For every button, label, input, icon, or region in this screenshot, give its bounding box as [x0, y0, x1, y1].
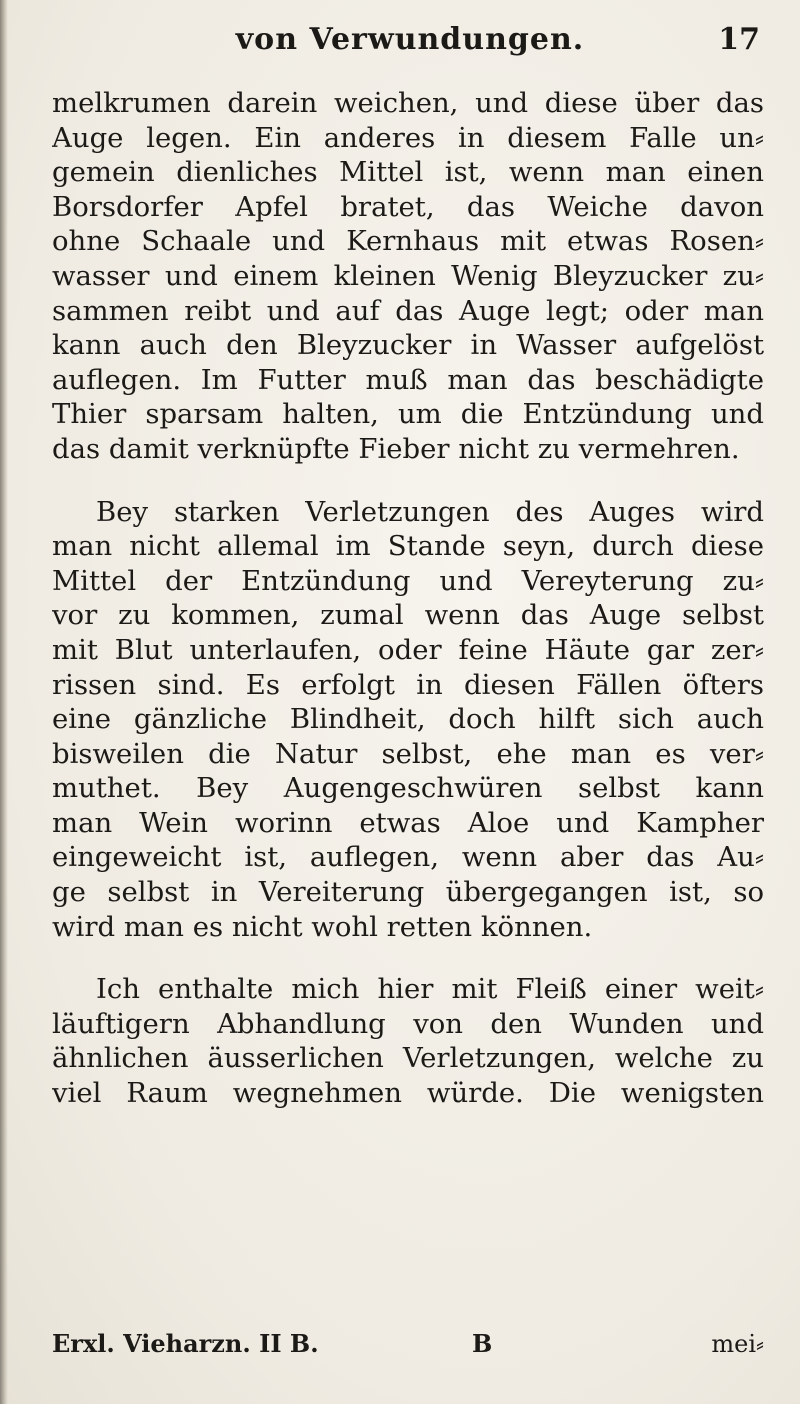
text-line: wird man es nicht wohl retten können. [52, 910, 593, 943]
text-line: bisweilen die Natur selbst, ehe man es ver⸗ [52, 737, 764, 770]
page-binding-edge [0, 0, 8, 1404]
text-line: Bey starken Verletzungen des Auges wird [96, 495, 764, 528]
paragraph-gap [52, 467, 764, 495]
text-line: gemein dienliches Mittel ist, wenn man einen [52, 156, 764, 189]
text-line: man nicht allemal im Stande seyn, durch diese [52, 530, 764, 563]
page-footer [52, 1327, 764, 1361]
text-line: eingeweicht ist, auflegen, wenn aber das Au⸗ [52, 841, 764, 874]
text-line: rissen sind. Es erfolgt in diesen Fällen öfters [52, 668, 764, 701]
body-text [52, 86, 764, 1111]
text-line: ähnlichen äusserlichen Verletzungen, welche zu [52, 1042, 764, 1075]
text-line: vor zu kommen, zumal wenn das Auge selbst [52, 599, 764, 632]
page-header [60, 14, 760, 74]
signature-mark: Erxl. Vieharzn. II B. [52, 1329, 319, 1358]
paragraph-1 [52, 86, 764, 467]
text-line: das damit verknüpfte Fieber nicht zu vermehren. [52, 432, 740, 465]
running-head: von Verwundungen. [235, 22, 585, 57]
text-line: wasser und einem kleinen Wenig Bleyzucker zu⸗ [52, 259, 764, 292]
text-line: auflegen. Im Futter muß man das beschädigte [52, 363, 764, 396]
text-line: Ich enthalte mich hier mit Fleiß einer weit⸗ [96, 973, 764, 1006]
catchword: mei⸗ [711, 1330, 764, 1358]
text-line: eine gänzliche Blindheit, doch hilft sich auch [52, 703, 764, 736]
paragraph-gap [52, 944, 764, 972]
text-line: muthet. Bey Augengeschwüren selbst kann [52, 772, 764, 805]
text-line: man Wein worinn etwas Aloe und Kampher [52, 806, 764, 839]
text-line: ge selbst in Vereiterung übergegangen ist, so [52, 876, 764, 909]
text-line: mit Blut unterlaufen, oder feine Häute gar zer⸗ [52, 633, 764, 666]
text-line: Mittel der Entzündung und Vereyterung zu⸗ [52, 564, 764, 597]
text-line: melkrumen darein weichen, und diese über das [52, 87, 764, 119]
text-line: Thier sparsam halten, um die Entzündung und [52, 398, 764, 431]
text-line: Auge legen. Ein anderes in diesem Falle un⸗ [52, 121, 764, 154]
text-line: sammen reibt und auf das Auge legt; oder man [52, 294, 764, 327]
text-line: kann auch den Bleyzucker in Wasser aufgelöst [52, 329, 764, 362]
text-line: ohne Schaale und Kernhaus mit etwas Rosen⸗ [52, 225, 764, 258]
gathering-mark: B [472, 1329, 493, 1358]
text-line: läuftigern Abhandlung von den Wunden und [52, 1007, 764, 1040]
page-number: 17 [718, 22, 760, 57]
text-line: Borsdorfer Apfel bratet, das Weiche davon [52, 190, 764, 223]
paragraph-2 [52, 495, 764, 945]
paragraph-3 [52, 972, 764, 1110]
text-line: viel Raum wegnehmen würde. Die wenigsten [52, 1077, 764, 1110]
